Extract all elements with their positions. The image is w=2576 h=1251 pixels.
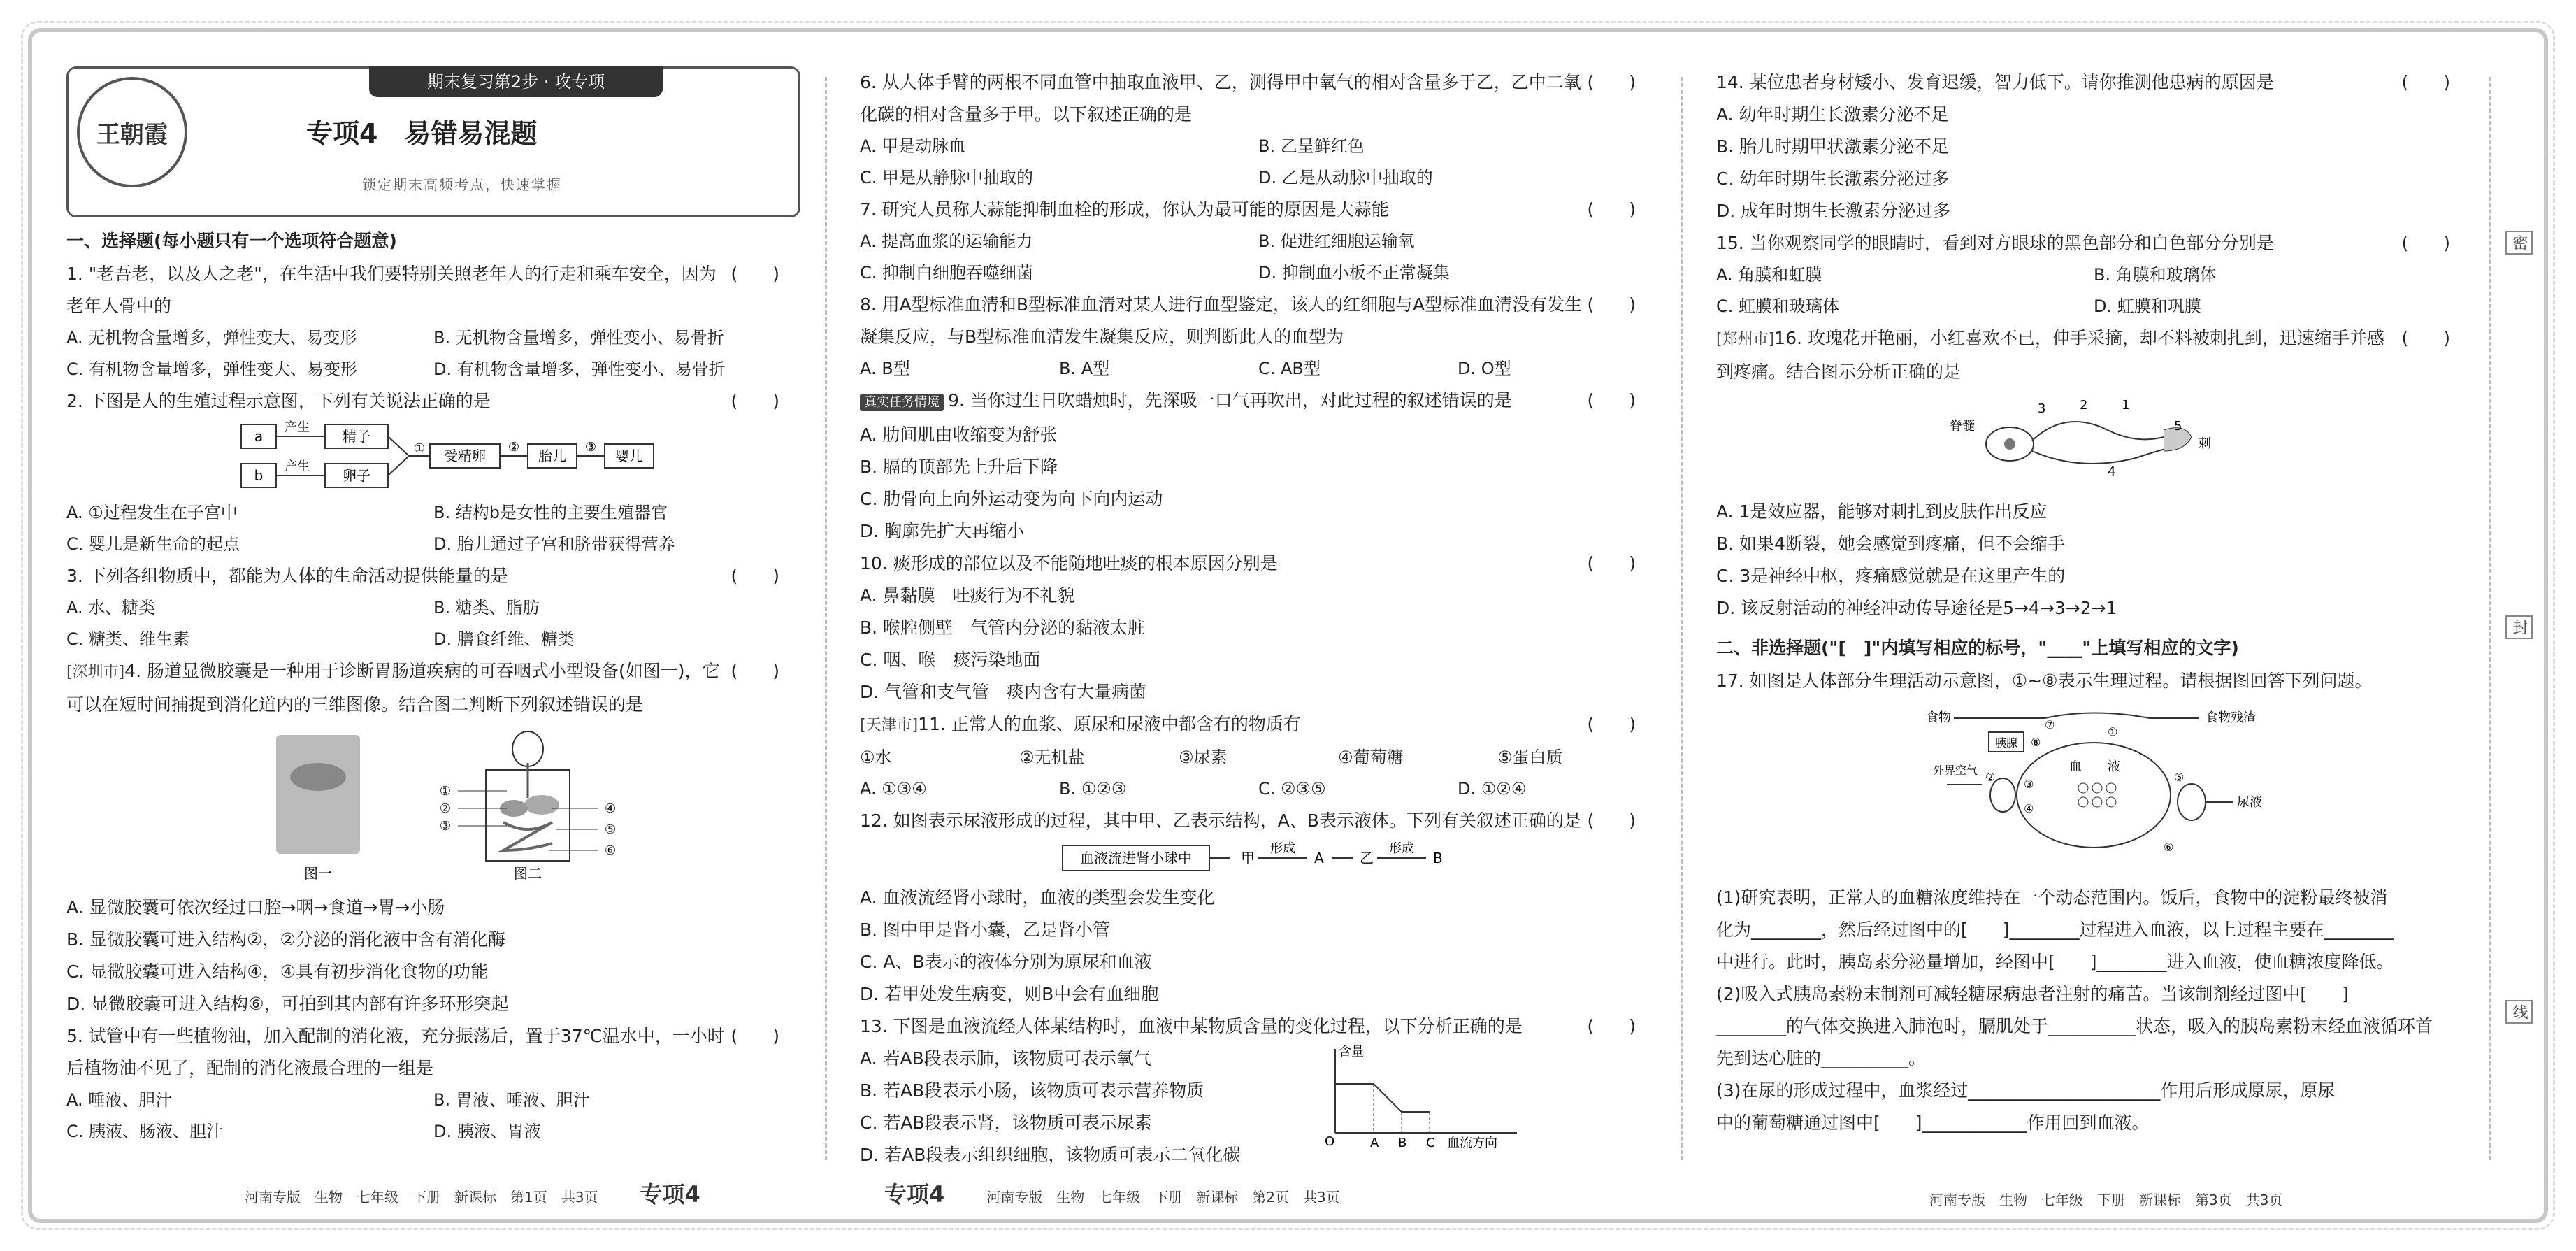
- label-a: a: [254, 428, 264, 445]
- label-1: 1: [2122, 398, 2130, 413]
- chart-y-label: 含量: [1339, 1045, 1364, 1059]
- option-b: B. 乙呈鲜红色: [1258, 136, 1365, 156]
- chart-tick-A: A: [1370, 1136, 1379, 1150]
- header: [66, 66, 800, 217]
- option-a: A. 若AB段表示肺，该物质可表示氧气: [860, 1048, 1151, 1068]
- question-7: [860, 194, 1657, 289]
- label-4: 4: [2108, 464, 2116, 479]
- option-b: B. 显微胶囊可进入结构②，②分泌的消化液中含有消化酶: [66, 929, 505, 950]
- footer-text: 河南专版 生物 七年级 下册 新课标 第1页 共3页: [245, 1189, 598, 1206]
- label-baby: 婴儿: [615, 448, 643, 464]
- label-food: 食物: [1926, 710, 1951, 725]
- question-11: [860, 708, 1657, 805]
- option-d: D. 抑制血小板不正常凝集: [1258, 263, 1450, 283]
- question-stem: 10. 痰形成的部位以及不能随地吐痰的根本原因分别是: [860, 553, 1278, 573]
- answer-paren[interactable]: ( ): [2401, 72, 2450, 92]
- label-7: ⑦: [2045, 718, 2055, 731]
- subquestion-line-5[interactable]: ________的气体交换进入肺泡时，膈肌处于__________状态，吸入的胰岛素粉末经血液循环首: [1716, 1016, 2433, 1036]
- capsule-figures: [66, 721, 800, 889]
- option-c: C. 咽、喉 痰污染地面: [860, 650, 1041, 670]
- fig2-label-1: ①: [439, 784, 451, 799]
- option-b: B. A型: [1059, 359, 1110, 378]
- seal-line: [2489, 77, 2491, 1160]
- context-tag: 真实任务情境: [860, 394, 944, 411]
- option-b: B. 角膜和玻璃体: [2094, 265, 2217, 285]
- answer-paren[interactable]: ( ): [731, 264, 779, 284]
- option-b: B. 胃液、唾液、胆汁: [433, 1090, 590, 1110]
- option-d: D. 胰液、胃液: [433, 1122, 541, 1141]
- physiology-diagram: [1716, 697, 2471, 879]
- option-c: C. 虹膜和玻璃体: [1716, 296, 1840, 316]
- answer-paren[interactable]: ( ): [1587, 199, 1636, 220]
- capsule-photo: [276, 735, 360, 854]
- question-13: [860, 1010, 1657, 1171]
- label-spine: 脊髓: [1950, 419, 1975, 434]
- label-5: ⑤: [2174, 771, 2185, 784]
- option-d: D. 膳食纤维、糖类: [433, 629, 575, 649]
- label-thorn: 刺: [2199, 436, 2211, 451]
- item-1: ①水: [860, 748, 892, 767]
- option-b: B. 喉腔侧壁 气管内分泌的黏液太脏: [860, 617, 1146, 638]
- option-b: B. 图中甲是肾小囊，乙是肾小管: [860, 920, 1111, 940]
- option-a: A. B型: [860, 359, 910, 378]
- answer-paren[interactable]: ( ): [1587, 553, 1636, 573]
- question-stem: 5. 试管中有一些植物油，加入配制的消化液，充分振荡后，置于37℃温水中，一小时后植物油不见了，配制的消化液最合理的一组是: [66, 1026, 725, 1078]
- answer-paren[interactable]: ( ): [1587, 72, 1636, 92]
- option-a: A. 提高血浆的运输能力: [860, 231, 1033, 251]
- option-c: C. 幼年时期生长激素分泌过多: [1716, 169, 1950, 189]
- question-stem: 15. 当你观察同学的眼睛时，看到对方眼球的黑色部分和白色部分分别是: [1716, 233, 2274, 253]
- fig2-label-3: ③: [439, 819, 451, 834]
- option-d: D. O型: [1458, 359, 1511, 378]
- option-a: A. 水、糖类: [66, 598, 156, 617]
- label-blood-flow: 血液流进肾小球中: [1080, 850, 1192, 866]
- footer-page-2: [884, 1177, 1340, 1209]
- question-9: [860, 385, 1657, 548]
- answer-paren[interactable]: ( ): [1587, 714, 1636, 734]
- option-d: D. 胎儿通过子宫和脐带获得营养: [433, 534, 675, 554]
- option-b: B. 胎儿时期甲状激素分泌不足: [1716, 136, 1950, 157]
- question-8: [860, 289, 1657, 385]
- chart-x-label: 血流方向: [1447, 1136, 1497, 1150]
- question-stem: 14. 某位患者身材矮小、发育迟缓，智力低下。请你推测他患病的原因是: [1716, 72, 2274, 92]
- label-2: 2: [2080, 398, 2088, 413]
- question-stem: 8. 用A型标准血清和B型标准血清对某人进行血型鉴定，该人的红细胞与A型标准血清没有发生凝集反应，与B型标准血清发生凝集反应，则判断此人的血型为: [860, 294, 1583, 347]
- option-a: A. 幼年时期生长激素分泌不足: [1716, 104, 1949, 124]
- label-urine: 尿液: [2237, 795, 2262, 810]
- label-sperm: 精子: [343, 428, 370, 445]
- question-stem: 13. 下图是血液流经人体某结构时，血液中某物质含量的变化过程，以下分析正确的是: [860, 1016, 1523, 1036]
- column-2: [860, 66, 1657, 1171]
- option-d: D. 该反射活动的神经冲动传导途径是5→4→3→2→1: [1716, 598, 2117, 618]
- label-fetus: 胎儿: [538, 448, 566, 464]
- kidney-shape: [2178, 784, 2206, 820]
- option-c: C. 胰液、肠液、胆汁: [66, 1122, 224, 1141]
- question-10: [860, 548, 1657, 708]
- region-tag: [天津市]: [860, 717, 919, 734]
- label-form-1: 形成: [1270, 841, 1295, 856]
- chart-tick-C: C: [1426, 1136, 1435, 1150]
- option-c: C. ②③⑤: [1258, 779, 1326, 799]
- seal-label-3: 线: [2505, 1000, 2533, 1024]
- footer-page-1: [245, 1177, 700, 1209]
- label-blood: 血: [2069, 759, 2082, 774]
- label-b: b: [254, 467, 264, 484]
- label-4: ④: [2024, 802, 2034, 815]
- option-a: A. 无机物含量增多，弹性变大、易变形: [66, 328, 357, 348]
- region-tag: [深圳市]: [66, 664, 125, 681]
- footer-page-3: [1929, 1189, 2282, 1209]
- option-a: A. 鼻黏膜 吐痰行为不礼貌: [860, 585, 1075, 606]
- column-divider-1: [825, 77, 827, 1160]
- option-c: C. A、B表示的液体分别为原尿和血液: [860, 952, 1152, 972]
- option-a: A. 显微胶囊可依次经过口腔→咽→食道→胃→小肠: [66, 897, 445, 917]
- label-1: ①: [2108, 725, 2118, 738]
- label-liquid: 液: [2108, 759, 2120, 774]
- question-stem: 3. 下列各组物质中，都能为人体的生命活动提供能量的是: [66, 566, 508, 586]
- label-6: ⑥: [2164, 841, 2174, 854]
- answer-paren[interactable]: ( ): [1587, 1016, 1636, 1036]
- item-3: ③尿素: [1179, 748, 1228, 767]
- label-pancreas: 胰腺: [1994, 736, 2018, 750]
- option-c: C. 有机物含量增多，弹性变大、易变形: [66, 359, 358, 379]
- section-heading: 一、选择题(每小题只有一个选项符合题意): [66, 231, 397, 251]
- subquestion-line-3[interactable]: 中进行。此时，胰岛素分泌量增加，经图中[ ]________进入血液，使血糖浓度降低。: [1716, 952, 2394, 972]
- question-stem: 12. 如图表示尿液形成的过程，其中甲、乙表示结构，A、B表示液体。下列有关叙述正确的是: [860, 810, 1581, 831]
- label-produce-1: 产生: [285, 420, 310, 435]
- option-d: D. 若甲处发生病变，则B中会有血细胞: [860, 984, 1159, 1004]
- answer-paren[interactable]: ( ): [731, 1026, 779, 1046]
- blood-circle: [2017, 743, 2171, 848]
- option-d: D. 虹膜和巩膜: [2094, 296, 2201, 316]
- question-15: [1716, 227, 2471, 322]
- option-d: D. 显微胶囊可进入结构⑥，可拍到其内部有许多环形突起: [66, 994, 509, 1014]
- question-4: [66, 655, 800, 1020]
- option-d: D. 有机物含量增多，弹性变小、易骨折: [433, 359, 726, 379]
- question-stem: 16. 玫瑰花开艳丽，小红喜欢不已，伸手采摘，却不料被刺扎到，迅速缩手并感到疼痛。结合图示分析正确的是: [1716, 328, 2384, 382]
- answer-paren[interactable]: ( ): [731, 566, 779, 586]
- label-step-3: ③: [584, 440, 597, 455]
- reproduction-diagram: [66, 417, 800, 494]
- column-1: [66, 66, 800, 1148]
- fig2-label-2: ②: [439, 801, 451, 816]
- label-step-1: ①: [413, 441, 426, 456]
- option-c: C. 3是神经中枢，疼痛感觉就是在这里产生的: [1716, 566, 2066, 586]
- option-b: B. 促进红细胞运输氧: [1258, 231, 1415, 251]
- option-c: C. 甲是从静脉中抽取的: [860, 168, 1034, 187]
- option-a: A. ①过程发生在子宫中: [66, 503, 238, 522]
- seal-label-2: 封: [2505, 615, 2533, 639]
- option-b: B. 如果4断裂，她会感觉到疼痛，但不会缩手: [1716, 534, 2065, 554]
- footer-tag: 专项4: [640, 1181, 700, 1208]
- label-form-2: 形成: [1389, 841, 1414, 856]
- option-b: B. 若AB段表示小肠，该物质可表示营养物质: [860, 1080, 1204, 1101]
- head-outline: [512, 731, 543, 766]
- question-stem: 6. 从人体手臂的两根不同血管中抽取血液甲、乙，测得甲中氧气的相对含量多于乙，乙中二氧化碳的相对含量多于甲。以下叙述正确的是: [860, 72, 1581, 124]
- item-4: ④葡萄糖: [1338, 748, 1404, 767]
- option-b: B. 糖类、脂肪: [433, 598, 540, 617]
- question-3: [66, 560, 800, 655]
- label-B: B: [1433, 850, 1443, 866]
- option-a: A. 甲是动脉血: [860, 136, 966, 156]
- digestive-tract: [2045, 713, 2199, 719]
- answer-paren[interactable]: ( ): [1587, 390, 1636, 410]
- column-3: [1716, 66, 2471, 1139]
- option-c: C. 显微胶囊可进入结构④，④具有初步消化食物的功能: [66, 962, 489, 982]
- label-3: ③: [2024, 778, 2034, 791]
- answer-paren[interactable]: ( ): [731, 661, 779, 681]
- page-title: 专项4 易错易混题: [306, 118, 538, 149]
- figure-2-caption: 图二: [514, 865, 542, 882]
- option-c: C. 肋骨向上向外运动变为向下向内运动: [860, 489, 1163, 509]
- option-d: D. ①②④: [1458, 779, 1527, 799]
- label-jia: 甲: [1241, 850, 1255, 866]
- question-6: [860, 66, 1657, 194]
- question-5: [66, 1020, 800, 1148]
- label-2: ②: [1985, 771, 1996, 784]
- subquestion-line-2[interactable]: 化为________，然后经过图中的[ ]________过程进入血液，以上过程主要在________: [1716, 920, 2394, 940]
- label-outside-air: 外界空气: [1933, 764, 1978, 777]
- question-stem: 11. 正常人的血浆、原尿和尿液中都含有的物质有: [918, 714, 1301, 734]
- figure-1-caption: 图一: [304, 865, 332, 882]
- label-residue: 食物残渣: [2206, 710, 2256, 725]
- column-divider-2: [1681, 77, 1683, 1160]
- option-b: B. 膈的顶部先上升后下降: [860, 457, 1058, 477]
- lung-shape: [1990, 778, 2015, 812]
- label-zygote: 受精卵: [444, 448, 486, 464]
- answer-paren[interactable]: ( ): [1587, 810, 1636, 831]
- question-stem: 7. 研究人员称大蒜能抑制血栓的形成，你认为最可能的原因是大蒜能: [860, 199, 1389, 220]
- label-produce-2: 产生: [285, 459, 310, 474]
- question-stem: 9. 当你过生日吹蜡烛时，先深吸一口气再吹出，对此过程的叙述错误的是: [948, 390, 1512, 410]
- option-c: C. 婴儿是新生命的起点: [66, 534, 240, 554]
- item-2: ②无机盐: [1019, 748, 1085, 767]
- label-egg: 卵子: [343, 467, 370, 484]
- chart-origin: O: [1325, 1134, 1335, 1149]
- page-subtitle: 锁定期末高频考点，快速掌握: [362, 176, 562, 193]
- option-b: B. 无机物含量增多，弹性变小、易骨折: [433, 328, 724, 348]
- option-b: B. 结构b是女性的主要生殖器官: [433, 503, 668, 522]
- option-d: D. 胸廓先扩大再缩小: [860, 521, 1025, 541]
- option-a: A. 血液流经肾小球时，血液的类型会发生变化: [860, 887, 1215, 908]
- option-c: C. 若AB段表示肾，该物质可表示尿素: [860, 1113, 1152, 1133]
- subquestion-line-1: (1)研究表明，正常人的血糖浓度维持在一个动态范围内。饭后，食物中的淀粉最终被消: [1716, 887, 2388, 908]
- answer-paren[interactable]: ( ): [2401, 328, 2450, 348]
- question-stem: 4. 肠道显微胶囊是一种用于诊断胃肠道疾病的可吞咽式小型设备(如图一)，它可以在短时间捕捉到消化道内的三维图像。结合图二判断下列叙述错误的是: [66, 661, 720, 715]
- subquestion-line-4[interactable]: (2)吸入式胰岛素粉末制剂可减轻糖尿病患者注射的痛苦。当该制剂经过图中[ ]: [1716, 984, 2349, 1004]
- question-1: [66, 258, 800, 385]
- question-2: [66, 385, 800, 560]
- question-14: [1716, 66, 2471, 227]
- option-c: C. 抑制白细胞吞噬细菌: [860, 263, 1034, 283]
- question-stem: 1. "老吾老，以及人之老"，在生活中我们要特别关照老年人的行走和乘车安全，因为老年人骨中的: [66, 264, 717, 316]
- seal-label-1: 密: [2505, 231, 2533, 255]
- footer-text: 河南专版 生物 七年级 下册 新课标 第2页 共3页: [986, 1189, 1340, 1206]
- label-step-2: ②: [508, 440, 520, 455]
- chart-line: [1335, 1084, 1430, 1112]
- option-d: D. 乙是从动脉中抽取的: [1258, 168, 1433, 187]
- label-8: ⑧: [2031, 736, 2041, 749]
- option-a: A. ①③④: [860, 779, 927, 799]
- option-d: D. 成年时期生长激素分泌过多: [1716, 201, 1951, 221]
- question-stem: 2. 下图是人的生殖过程示意图，下列有关说法正确的是: [66, 391, 491, 411]
- label-A: A: [1314, 850, 1324, 866]
- label-3: 3: [2038, 401, 2046, 416]
- option-a: A. 角膜和虹膜: [1716, 265, 1822, 285]
- option-a: A. 唾液、胆汁: [66, 1090, 173, 1110]
- answer-paren[interactable]: ( ): [2401, 233, 2450, 253]
- option-a: A. 1是效应器，能够对刺扎到皮肤作出反应: [1716, 501, 2048, 522]
- reflex-arc-diagram: [1716, 388, 2471, 493]
- option-c: C. 糖类、维生素: [66, 629, 190, 649]
- label-5: 5: [2174, 419, 2182, 434]
- question-12: [860, 805, 1657, 1010]
- subquestion-line-8[interactable]: 中的葡萄糖通过图中[ ]____________作用回到血液。: [1716, 1113, 2150, 1133]
- banner: 期末复习第2步 · 攻专项: [369, 66, 663, 97]
- subquestion-line-6[interactable]: 先到达心脏的__________。: [1716, 1048, 1927, 1068]
- subquestion-line-7[interactable]: (3)在尿的形成过程中，血浆经过______________________作用后形成原尿，原尿: [1716, 1080, 2336, 1101]
- fig2-label-4: ④: [605, 801, 617, 816]
- fig2-label-5: ⑤: [605, 822, 617, 837]
- option-a: A. 肋间肌由收缩变为舒张: [860, 424, 1058, 445]
- brand-logo: 王朝霞: [77, 77, 187, 187]
- option-c: C. AB型: [1258, 359, 1321, 378]
- question-16: [1716, 322, 2471, 624]
- region-tag: [郑州市]: [1716, 331, 1775, 348]
- content-change-chart: [1307, 1042, 1531, 1154]
- answer-paren[interactable]: ( ): [1587, 294, 1636, 315]
- urine-formation-diagram: [860, 837, 1657, 879]
- question-stem: 17. 如图是人体部分生理活动示意图，①~⑧表示生理过程。请根据图回答下列问题。: [1716, 671, 2373, 691]
- question-17: [1716, 665, 2471, 1139]
- footer-tag: 专项4: [884, 1181, 945, 1208]
- item-5: ⑤蛋白质: [1497, 748, 1563, 767]
- label-yi: 乙: [1360, 850, 1374, 866]
- footer-text: 河南专版 生物 七年级 下册 新课标 第3页 共3页: [1929, 1192, 2283, 1208]
- option-d: D. 气管和支气管 痰内含有大量病菌: [860, 682, 1147, 702]
- answer-paren[interactable]: ( ): [731, 391, 779, 411]
- option-d: D. 若AB段表示组织细胞，该物质可表示二氧化碳: [860, 1145, 1241, 1165]
- section-heading-2: 二、非选择题("[ ]"内填写相应的标号，"____"上填写相应的文字): [1716, 638, 2239, 658]
- option-b: B. ①②③: [1059, 779, 1127, 799]
- fig2-label-6: ⑥: [605, 843, 617, 858]
- chart-tick-B: B: [1398, 1136, 1407, 1150]
